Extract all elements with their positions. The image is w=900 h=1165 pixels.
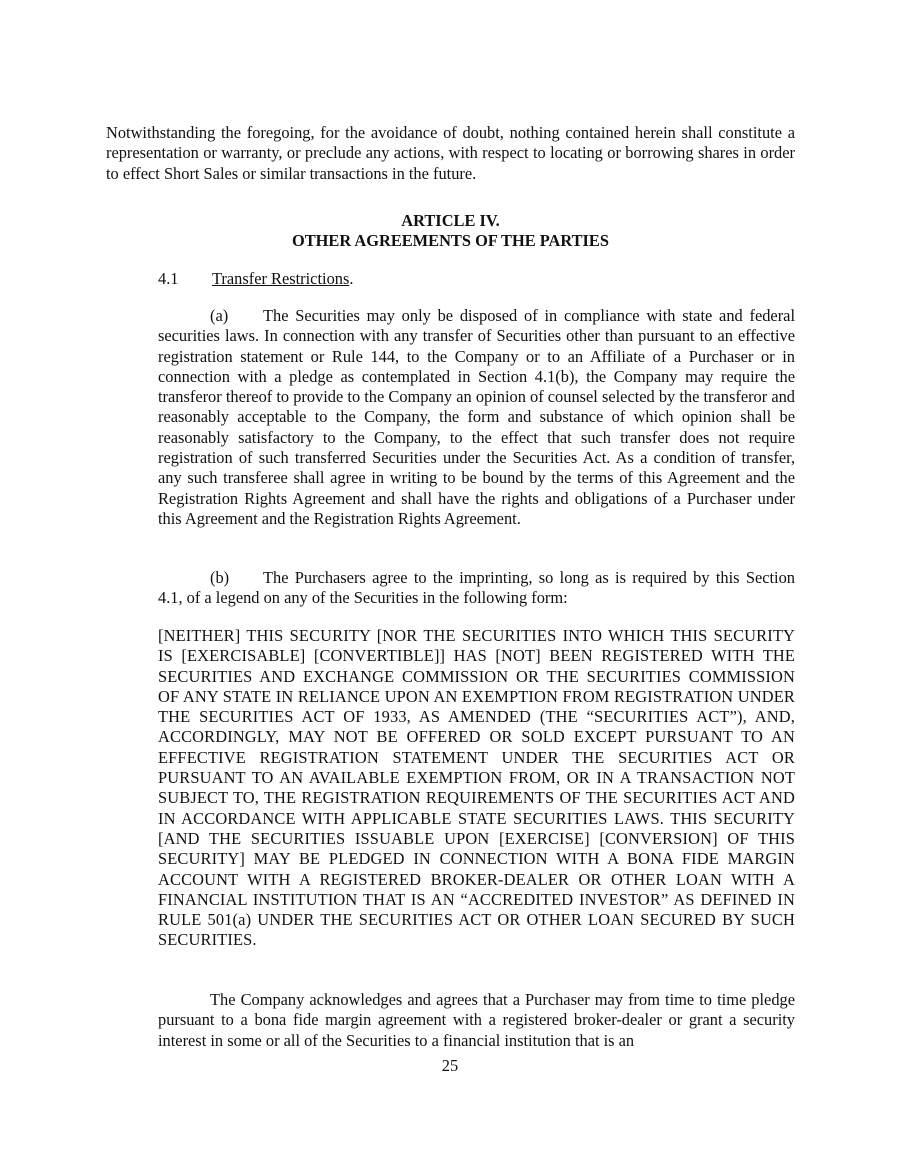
legend-text: [NEITHER] THIS SECURITY [NOR THE SECURITIES INTO WHICH THIS SECURITY IS [EXERCISABLE] [CONVERTIBLE]] HAS [NOT] BEEN REGISTERED WITH THE SECURITIES AND EXCHANGE COMMISSION OR THE SECURITIES COMMISSION OF ANY STATE IN RELIANCE UPON AN EXEMPTION FROM REGISTRATION UNDER THE SECURITIES ACT OF 1933, AS AMENDED (THE “SECURITIES ACT”), AND, ACCORDINGLY, MAY NOT BE OFFERED OR SOLD EXCEPT PURSUANT TO AN EFFECTIVE REGISTRATION STATEMENT UNDER THE SECURITIES ACT OR PURSUANT TO AN AVAILABLE EXEMPTION FROM, OR IN A TRANSACTION NOT SUBJECT TO, THE REGISTRATION REQUIREMENTS OF THE SECURITIES ACT AND IN ACCORDANCE WITH APPLICABLE STATE SECURITIES LAWS. THIS SECURITY [AND THE SECURITIES ISSUABLE UPON [EXERCISE] [CONVERSION] OF THIS SECURITY] MAY BE PLEDGED IN CONNECTION WITH A BONA FIDE MARGIN ACCOUNT WITH A REGISTERED BROKER-DEALER OR OTHER LOAN WITH A FINANCIAL INSTITUTION THAT IS AN “ACCREDITED INVESTOR” AS DEFINED IN RULE 501(a) UNDER THE SECURITIES ACT OR OTHER LOAN SECURED BY SUCH SECURITIES.	[158, 626, 795, 950]
section-number: 4.1	[158, 269, 179, 288]
paragraph-a-marker: (a)	[210, 306, 229, 325]
section-title-period: .	[349, 269, 354, 288]
article-title: ARTICLE IV.	[401, 211, 500, 230]
page-number: 25	[441, 1056, 459, 1075]
paragraph-b-marker: (b)	[210, 568, 230, 587]
section-heading	[158, 269, 558, 289]
section-title: Transfer Restrictions	[212, 269, 350, 288]
paragraph-b	[158, 568, 795, 609]
paragraph-a-text: The Securities may only be disposed of in compliance with state and federal securities laws. In connection with any transfer of Securities other than pursuant to an effective registration statement or Rule 144, to the Company or to an Affiliate of a Purchaser or in connection with a pledge as contemplated in Section 4.1(b), the Company may require the transferor thereof to provide to the Company an opinion of counsel selected by the transferor and reasonably acceptable to the Company, the form and substance of which opinion shall be reasonably satisfactory to the Company, to the effect that such transfer does not require registration of such transferred Securities under the Securities Act. As a condition of transfer, any such transferee shall agree in writing to be bound by the terms of this Agreement and the Registration Rights Agreement and shall have the rights and obligations of a Purchaser under this Agreement and the Registration Rights Agreement.	[158, 306, 795, 528]
article-subtitle: OTHER AGREEMENTS OF THE PARTIES	[292, 231, 609, 250]
paragraph-b-text: The Purchasers agree to the imprinting, so long as is required by this Section 4.1, of a legend on any of the Securities in the following form:	[158, 568, 795, 608]
pledge-paragraph: The Company acknowledges and agrees that a Purchaser may from time to time pledge pursuant to a bona fide margin agreement with a registered broker-dealer or grant a security interest in some or all of the Securities to a financial institution that is an	[158, 990, 795, 1050]
intro-paragraph: Notwithstanding the foregoing, for the avoidance of doubt, nothing contained herein shall constitute a representation or warranty, or preclude any actions, with respect to locating or borrowing shares in order to effect Short Sales or similar transactions in the future.	[106, 123, 795, 183]
paragraph-a	[158, 306, 795, 529]
